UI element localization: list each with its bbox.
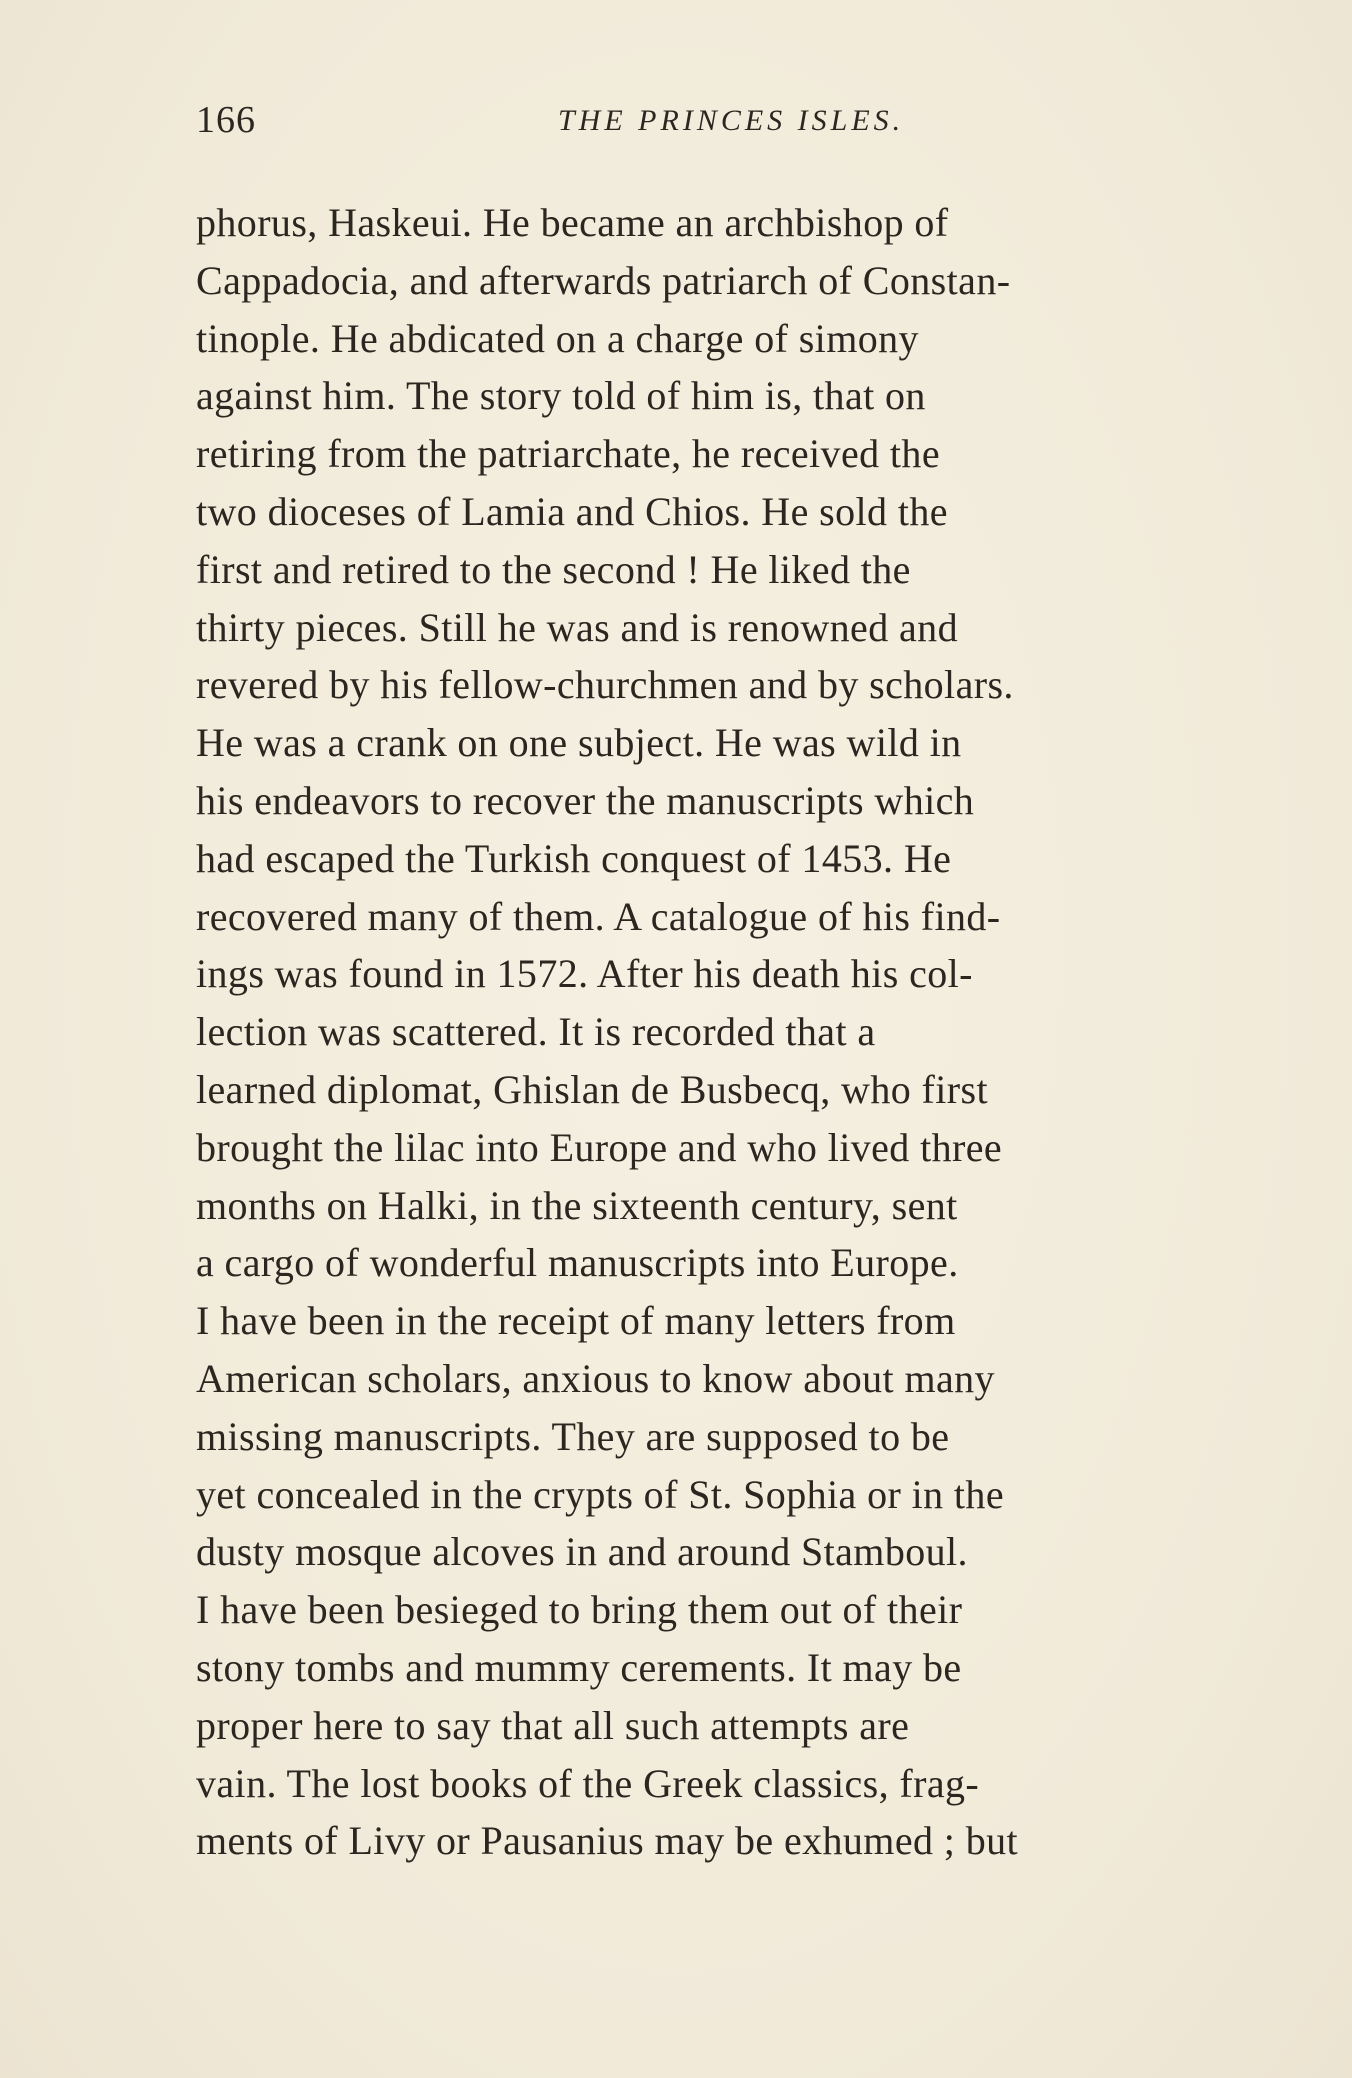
text-line: ings was found in 1572. After his death his col-	[196, 951, 973, 997]
text-line: lection was scattered. It is recorded that a	[196, 1009, 876, 1055]
text-line: vain. The lost books of the Greek classics, frag-	[196, 1760, 980, 1806]
text-line: had escaped the Turkish conquest of 1453. He	[196, 835, 952, 881]
text-line: months on Halki, in the sixteenth century, sent	[196, 1182, 958, 1228]
body-text	[196, 194, 1296, 1870]
text-line: proper here to say that all such attempts are	[196, 1702, 910, 1748]
text-line: ments of Livy or Pausanius may be exhumed ; but	[196, 1818, 1019, 1864]
text-line: dusty mosque alcoves in and around Stamboul.	[196, 1529, 968, 1575]
text-line: Cappadocia, and afterwards patriarch of Constan-	[196, 257, 1011, 303]
text-line: phorus, Haskeui. He became an archbishop of	[196, 200, 949, 245]
text-line: stony tombs and mummy cerements. It may be	[196, 1644, 962, 1690]
text-line: American scholars, anxious to know about many	[196, 1355, 995, 1401]
page-number: 166	[196, 99, 256, 141]
text-line: first and retired to the second ! He liked the	[196, 546, 911, 592]
text-line: I have been besieged to bring them out of their	[196, 1587, 963, 1633]
text-line: his endeavors to recover the manuscripts which	[196, 777, 975, 823]
text-line: retiring from the patriarchate, he received the	[196, 431, 940, 477]
text-line: learned diplomat, Ghislan de Busbecq, who first	[196, 1066, 988, 1112]
text-line: revered by his fellow-churchmen and by scholars.	[196, 662, 1014, 708]
text-line: recovered many of them. A catalogue of his find-	[196, 893, 1001, 939]
text-line: brought the lilac into Europe and who lived three	[196, 1124, 1003, 1170]
text-line: He was a crank on one subject. He was wild in	[196, 720, 962, 766]
text-line: I have been in the receipt of many letters from	[196, 1298, 956, 1344]
text-line: against him. The story told of him is, that on	[196, 373, 926, 419]
text-line: yet concealed in the crypts of St. Sophia or in the	[196, 1471, 1004, 1517]
text-line: tinople. He abdicated on a charge of simony	[196, 315, 919, 361]
text-line: a cargo of wonderful manuscripts into Europe.	[196, 1240, 959, 1286]
text-line: thirty pieces. Still he was and is renowned and	[196, 604, 958, 650]
text-line: two dioceses of Lamia and Chios. He sold the	[196, 488, 948, 534]
text-line: missing manuscripts. They are supposed to be	[196, 1413, 950, 1459]
page-header	[196, 98, 1156, 148]
running-head: THE PRINCES ISLES.	[558, 104, 905, 137]
